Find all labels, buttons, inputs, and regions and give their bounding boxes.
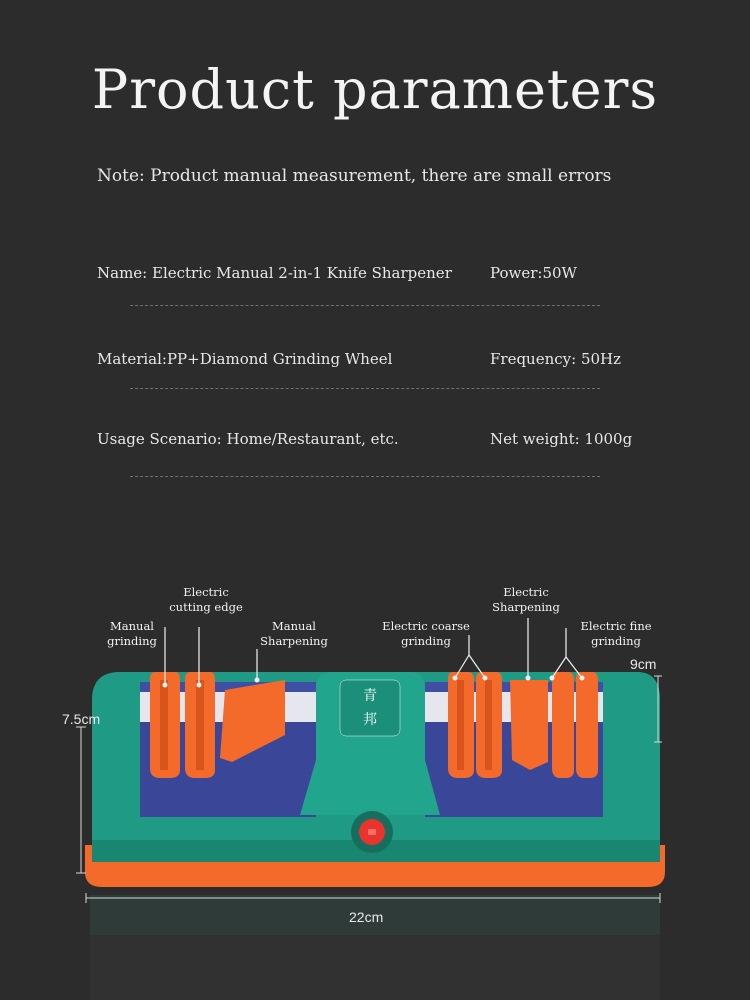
electric-fine-slot-1: [552, 672, 574, 778]
label-manual-grinding-line1: Manual: [110, 619, 154, 633]
brand-mark-top: 青: [363, 688, 377, 704]
label-manual-sharpening: Manual Sharpening: [260, 619, 328, 648]
label-manual-grinding: [92, 619, 172, 649]
label-electric-coarse-grinding: Electric coarse grinding: [382, 619, 470, 648]
dimension-height-right: 9cm: [630, 656, 657, 672]
param-usage: Usage Scenario: Home/Restaurant, etc.: [97, 430, 399, 448]
param-power: Power:50W: [490, 264, 577, 282]
electric-sharpening-wedge: [510, 680, 548, 770]
label-electric-cutting-edge: Electric cutting edge: [169, 585, 243, 614]
page-title: Product parameters: [91, 58, 659, 121]
label-manual-grinding-line2: grinding: [107, 634, 157, 648]
label-electric-fine-grinding: Electric fine grinding: [580, 619, 652, 648]
brand-mark-bottom: 邦: [363, 712, 377, 728]
param-name: Name: Electric Manual 2-in-1 Knife Sharpener: [97, 264, 452, 282]
param-frequency: Frequency: 50Hz: [490, 350, 622, 368]
dimension-width: 22cm: [349, 909, 384, 925]
dimension-height-left: 7.5cm: [62, 711, 101, 727]
electric-fine-slot-2: [576, 672, 598, 778]
label-electric-sharpening: Electric Sharpening: [492, 585, 560, 614]
param-weight: Net weight: 1000g: [490, 430, 633, 448]
param-material: Material:PP+Diamond Grinding Wheel: [97, 350, 393, 368]
measurement-note: Note: Product manual measurement, there are small errors: [97, 166, 612, 186]
